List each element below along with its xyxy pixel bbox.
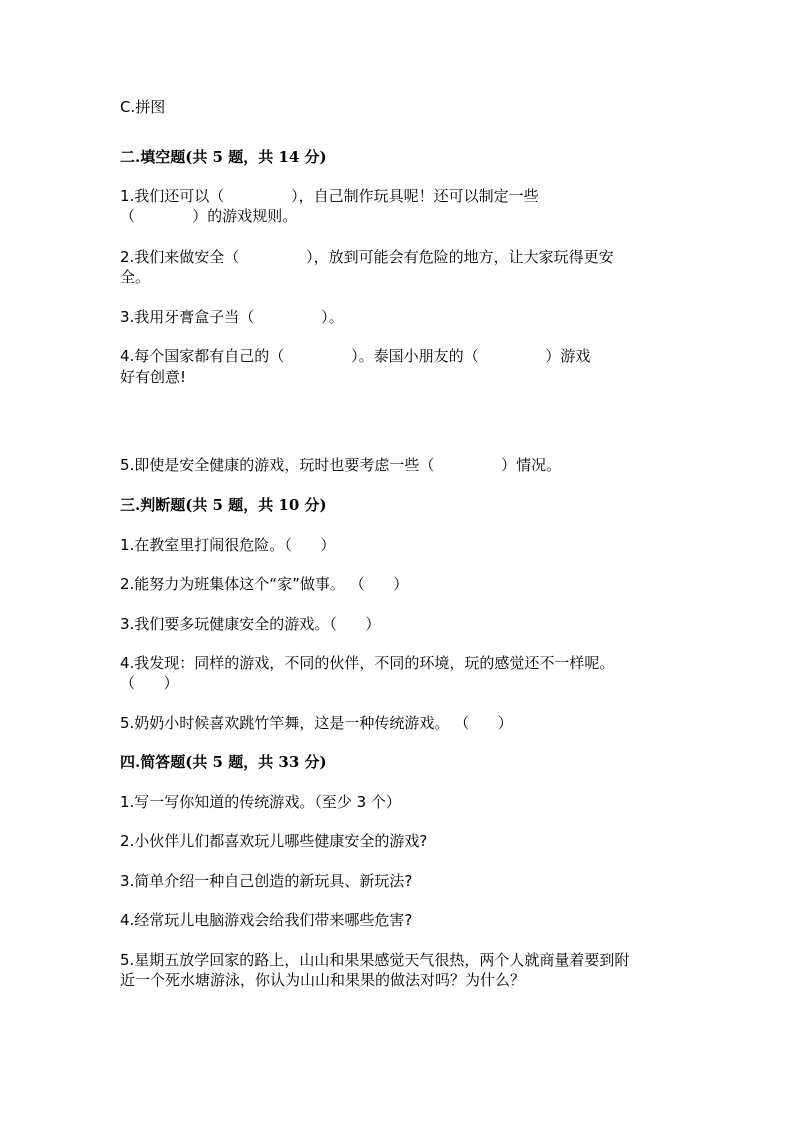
fill-q4-line2: 好有创意! xyxy=(120,368,187,386)
section-heading-true-false: 三.判断题(共 5 题，共 10 分) xyxy=(120,496,327,514)
fill-q2-line2: 全。 xyxy=(120,268,151,286)
tf-q4-line1: 4.我发现：同样的游戏，不同的伙伴，不同的环境，玩的感觉还不一样呢。 xyxy=(120,654,615,672)
tf-q5: 5.奶奶小时候喜欢跳竹竿舞，这是一种传统游戏。 （ ） xyxy=(120,714,513,732)
tf-q2: 2.能努力为班集体这个“家”做事。 （ ） xyxy=(120,575,409,593)
fill-q2-line1: 2.我们来做安全（ ），放到可能会有危险的地方，让大家玩得更安 xyxy=(120,248,614,266)
fill-q4-line1: 4.每个国家都有自己的（ ）。泰国小朋友的（ ）游戏 xyxy=(120,347,591,365)
fill-q3: 3.我用牙膏盒子当（ ）。 xyxy=(120,308,344,326)
sa-q5-line2: 近一个死水塘游泳，你认为山山和果果的做法对吗？为什么？ xyxy=(120,971,526,989)
tf-q1: 1.在教室里打闹很危险。（ ） xyxy=(120,536,336,554)
section-heading-fill-blank: 二.填空题(共 5 题，共 14 分) xyxy=(120,148,327,166)
tf-q4-line2: （ ） xyxy=(120,674,179,692)
fill-q1-line2: （ ）的游戏规则。 xyxy=(120,207,298,225)
sa-q4: 4.经常玩儿电脑游戏会给我们带来哪些危害? xyxy=(120,911,413,929)
tf-q3: 3.我们要多玩健康安全的游戏。（ ） xyxy=(120,615,381,633)
sa-q1: 1.写一写你知道的传统游戏。（至少 3 个） xyxy=(120,793,401,811)
option-c: C.拼图 xyxy=(120,98,166,116)
sa-q2: 2.小伙伴儿们都喜欢玩儿哪些健康安全的游戏? xyxy=(120,832,428,850)
fill-q5: 5.即使是安全健康的游戏，玩时也要考虑一些（ ）情况。 xyxy=(120,456,562,474)
sa-q3: 3.简单介绍一种自己创造的新玩具、新玩法? xyxy=(120,872,413,890)
fill-q1-line1: 1.我们还可以（ ），自己制作玩具呢！还可以制定一些 xyxy=(120,187,539,205)
section-heading-short-answer: 四.简答题(共 5 题，共 33 分) xyxy=(120,753,327,771)
sa-q5-line1: 5.星期五放学回家的路上，山山和果果感觉天气很热，两个人就商量着要到附 xyxy=(120,951,630,969)
